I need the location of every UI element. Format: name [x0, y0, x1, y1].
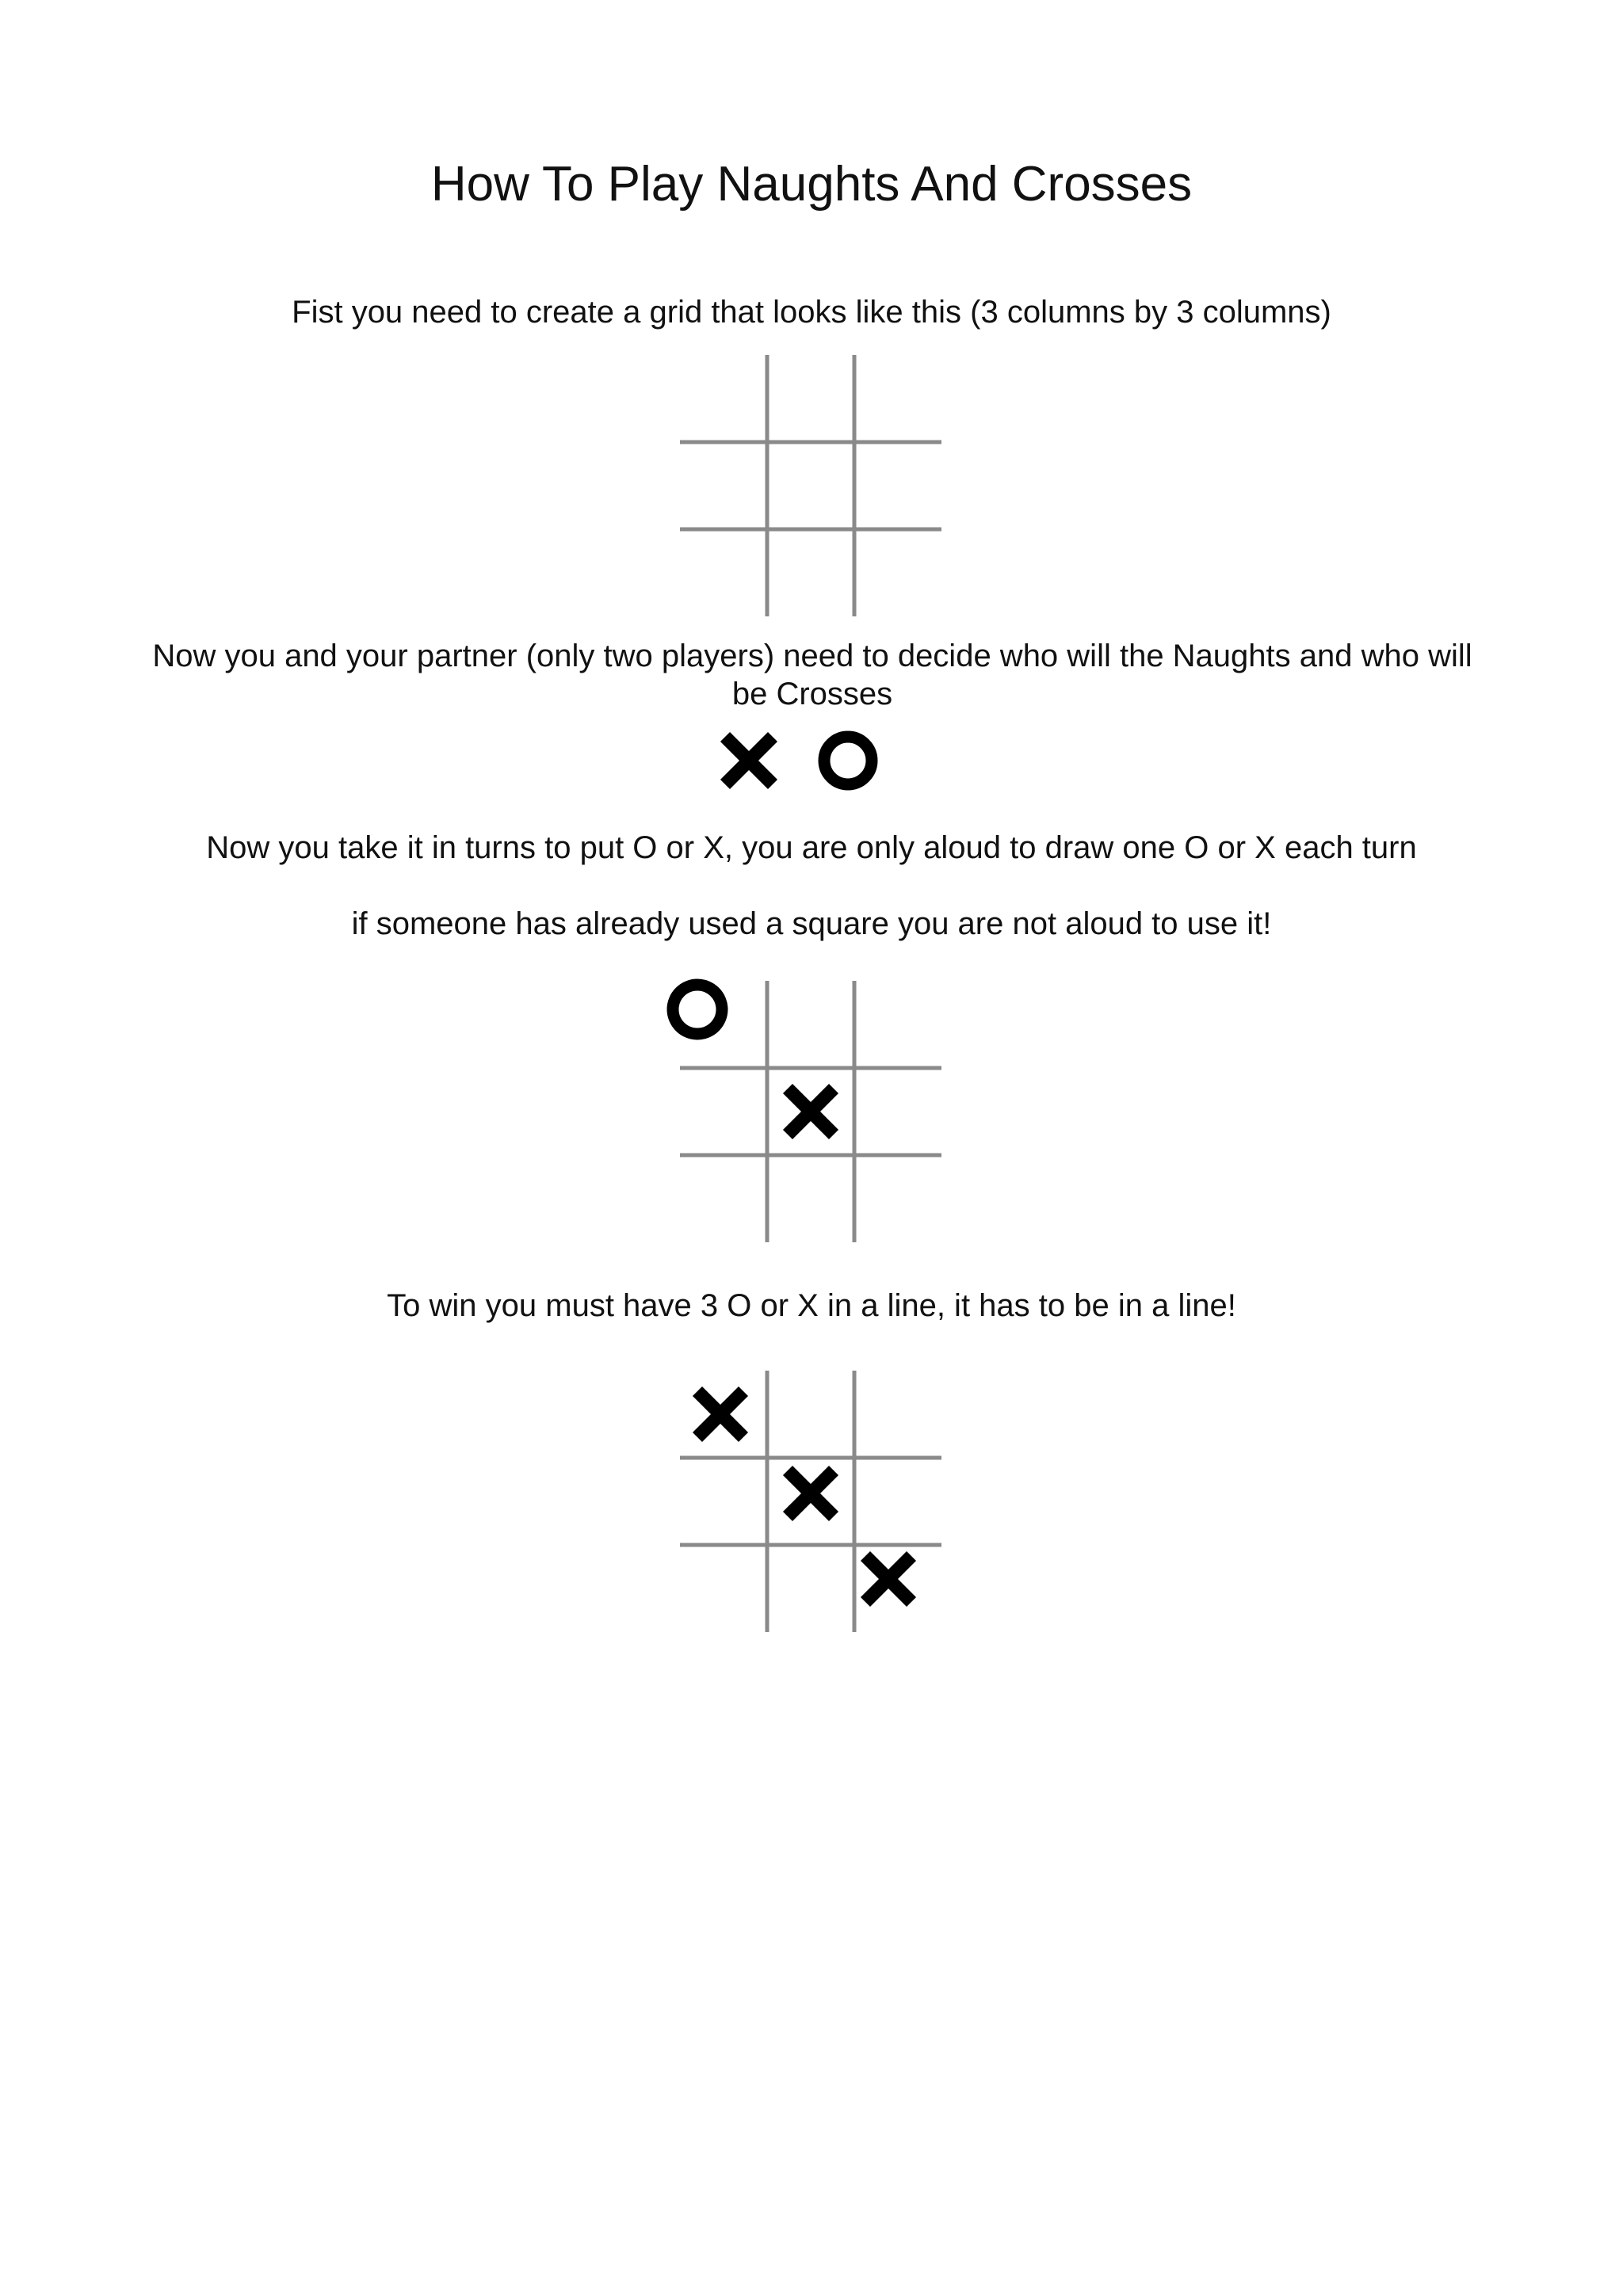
instruction-step-3: Now you take it in turns to put O or X, you are only aloud to draw one O or X each turn: [206, 830, 1417, 865]
cross-icon: [730, 742, 768, 780]
instruction-step-4: if someone has already used a square you are not aloud to use it!: [351, 906, 1272, 941]
instruction-step-1: Fist you need to create a grid that looks like this (3 columns by 3 columns): [292, 295, 1331, 330]
one-move-each-grid-figure: [680, 981, 941, 1242]
cross-icon: [792, 1475, 829, 1512]
instruction-step-5: To win you must have 3 O or X in a line, it has to be in a line!: [387, 1288, 1236, 1323]
naught-icon: [673, 985, 722, 1034]
winning-line-grid-figure: [680, 1371, 941, 1632]
cross-icon: [870, 1561, 907, 1597]
instruction-step-2: Now you and your partner (only two players) need to decide who will the Naughts and who will be Crosses: [152, 639, 1472, 711]
empty-grid-figure: [680, 355, 941, 616]
cross-icon: [702, 1396, 739, 1432]
page-title: How To Play Naughts And Crosses: [430, 157, 1193, 212]
symbols-figure: [713, 725, 888, 796]
cross-icon: [792, 1093, 829, 1130]
naught-icon: [824, 737, 872, 784]
